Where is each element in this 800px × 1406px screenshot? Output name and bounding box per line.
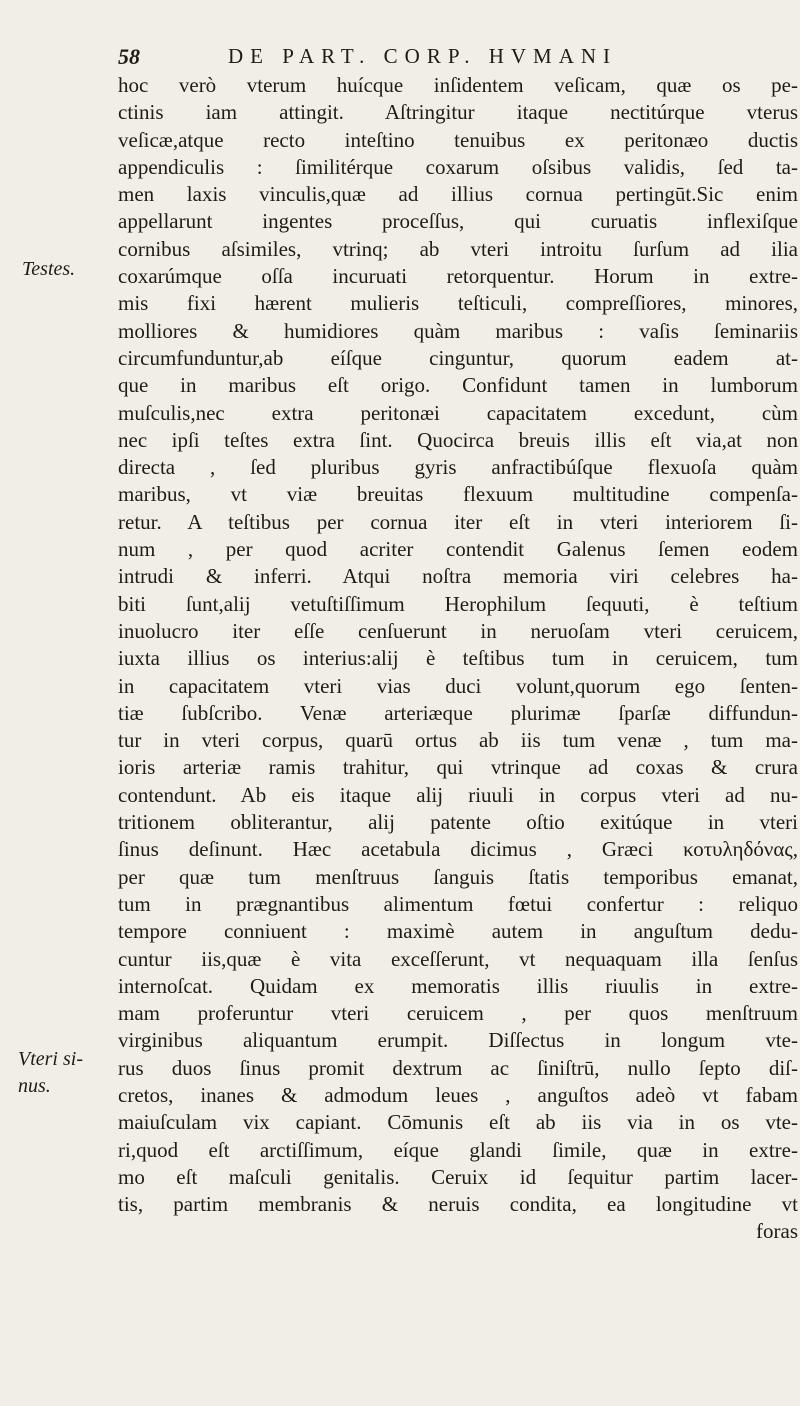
text-line: iuxta illius os interius:alij è teſtibus tum in ceruicem, tum — [118, 646, 798, 671]
text-line: cornibus aſsimiles, vtrinq; ab vteri introitu ſurſum ad ilia — [118, 236, 798, 261]
text-line: per quæ tum menſtruus ſanguis ſtatis temporibus emanat, — [118, 864, 798, 889]
text-line: hoc verò vterum huícque inſidentem veſicam, quæ os pe- — [118, 73, 798, 97]
text-line: ctinis iam attingit. Aſtringitur itaque nectitúrque vterus — [118, 100, 798, 125]
text-line: num , per quod acriter contendit Galenus ſemen eodem — [118, 537, 798, 562]
text-line: virginibus aliquantum erumpit. Diſſectus in longum vte- — [118, 1028, 798, 1053]
text-line: contendunt. Ab eis itaque alij riuuli in corpus vteri ad nu- — [118, 782, 798, 807]
marginal-note-vteri-sinus — [18, 1046, 83, 1101]
text-line: cuntur iis,quæ è vita exceſſerunt, vt nequaquam illa ſenſus — [118, 946, 798, 971]
text-line: retur. A teſtibus per cornua iter eſt in vteri interiorem ſi- — [118, 509, 798, 534]
text-line: tempore conniuent : maximè autem in anguſtum dedu- — [118, 919, 798, 944]
text-line: ioris arteriæ ramis trahitur, qui vtrinque ad coxas & crura — [118, 755, 798, 780]
text-line: veſicæ,atque recto inteſtino tenuibus ex peritonæo ductis — [118, 127, 798, 152]
text-line: appellarunt ingentes proceſſus, qui curuatis inflexiſque — [118, 209, 798, 234]
text-line: maiuſculam vix capiant. Cōmunis eſt ab iis via in os vte- — [118, 1110, 798, 1135]
marginal-note-line: Vteri si- — [18, 1048, 83, 1070]
catchword: foras — [756, 1219, 798, 1244]
text-line: directa , ſed pluribus gyris anfractibúſque flexuoſa quàm — [118, 455, 798, 480]
text-line: mo eſt maſculi genitalis. Ceruix id ſequitur partim lacer- — [118, 1164, 798, 1189]
text-line: mam proferuntur vteri ceruicem , per quos menſtruum — [118, 1001, 798, 1026]
text-line: inuolucro iter eſſe cenſuerunt in neruoſam vteri ceruicem, — [118, 618, 798, 643]
page-number: 58 — [118, 44, 140, 69]
text-line: rus duos ſinus promit dextrum ac ſiniſtrū, nullo ſepto diſ- — [118, 1055, 798, 1080]
text-line: muſculis,nec extra peritonæi capacitatem excedunt, cùm — [118, 400, 798, 425]
marginal-note-line: nus. — [18, 1075, 51, 1098]
text-line: internoſcat. Quidam ex memoratis illis riuulis in extre- — [118, 973, 798, 998]
body-text — [118, 72, 798, 1246]
text-line: tritionem obliterantur, alij patente oſtio exitúque in vteri — [118, 810, 798, 835]
running-head — [118, 44, 798, 74]
text-line: intrudi & inferri. Atqui noſtra memoria viri celebres ha- — [118, 564, 798, 589]
text-line: coxarúmque oſſa incuruati retorquentur. Horum in extre- — [118, 264, 798, 289]
text-line: ſinus deſinunt. Hæc acetabula dicimus , Græci κοτυληδόνας, — [118, 837, 798, 862]
text-line: tur in vteri corpus, quarū ortus ab iis tum venæ , tum ma- — [118, 728, 798, 753]
text-line: cretos, inanes & admodum leues , anguſtos adeò vt fabam — [118, 1082, 798, 1107]
text-line: in capacitatem vteri vias duci volunt,quorum ego ſenten- — [118, 673, 798, 698]
text-line: biti ſunt,alij vetuſtiſſimum Herophilum ſequuti, è teſtium — [118, 591, 798, 616]
marginal-note-testes: Testes. — [22, 258, 76, 280]
text-line: que in maribus eſt origo. Confidunt tamen in lumborum — [118, 373, 798, 398]
text-line: appendiculis : ſimilitérque coxarum oſsibus validis, ſed ta- — [118, 154, 798, 179]
text-line: ri,quod eſt arctiſſimum, eíque glandi ſimile, quæ in extre- — [118, 1137, 798, 1162]
running-title: DE PART. CORP. HVMANI — [228, 44, 618, 68]
text-line: circumfunduntur,ab eíſque cinguntur, quorum eadem at- — [118, 345, 798, 370]
text-line: nec ipſi teſtes extra ſint. Quocirca breuis illis eſt via,at non — [118, 427, 798, 452]
text-line: tum in prægnantibus alimentum fœtui confertur : reliquo — [118, 891, 798, 916]
text-line: molliores & humidiores quàm maribus : vaſis ſeminariis — [118, 318, 798, 343]
text-line: mis fixi hærent mulieris teſticuli, compreſſiores, minores, — [118, 291, 798, 316]
text-line: tiæ ſubſcribo. Venæ arteriæque plurimæ ſparſæ diffundun- — [118, 700, 798, 725]
text-line: maribus, vt viæ breuitas flexuum multitudine compenſa- — [118, 482, 798, 507]
text-line: men laxis vinculis,quæ ad illius cornua pertingūt.Sic enim — [118, 182, 798, 207]
text-line: tis, partim membranis & neruis condita, ea longitudine vt — [118, 1192, 798, 1217]
